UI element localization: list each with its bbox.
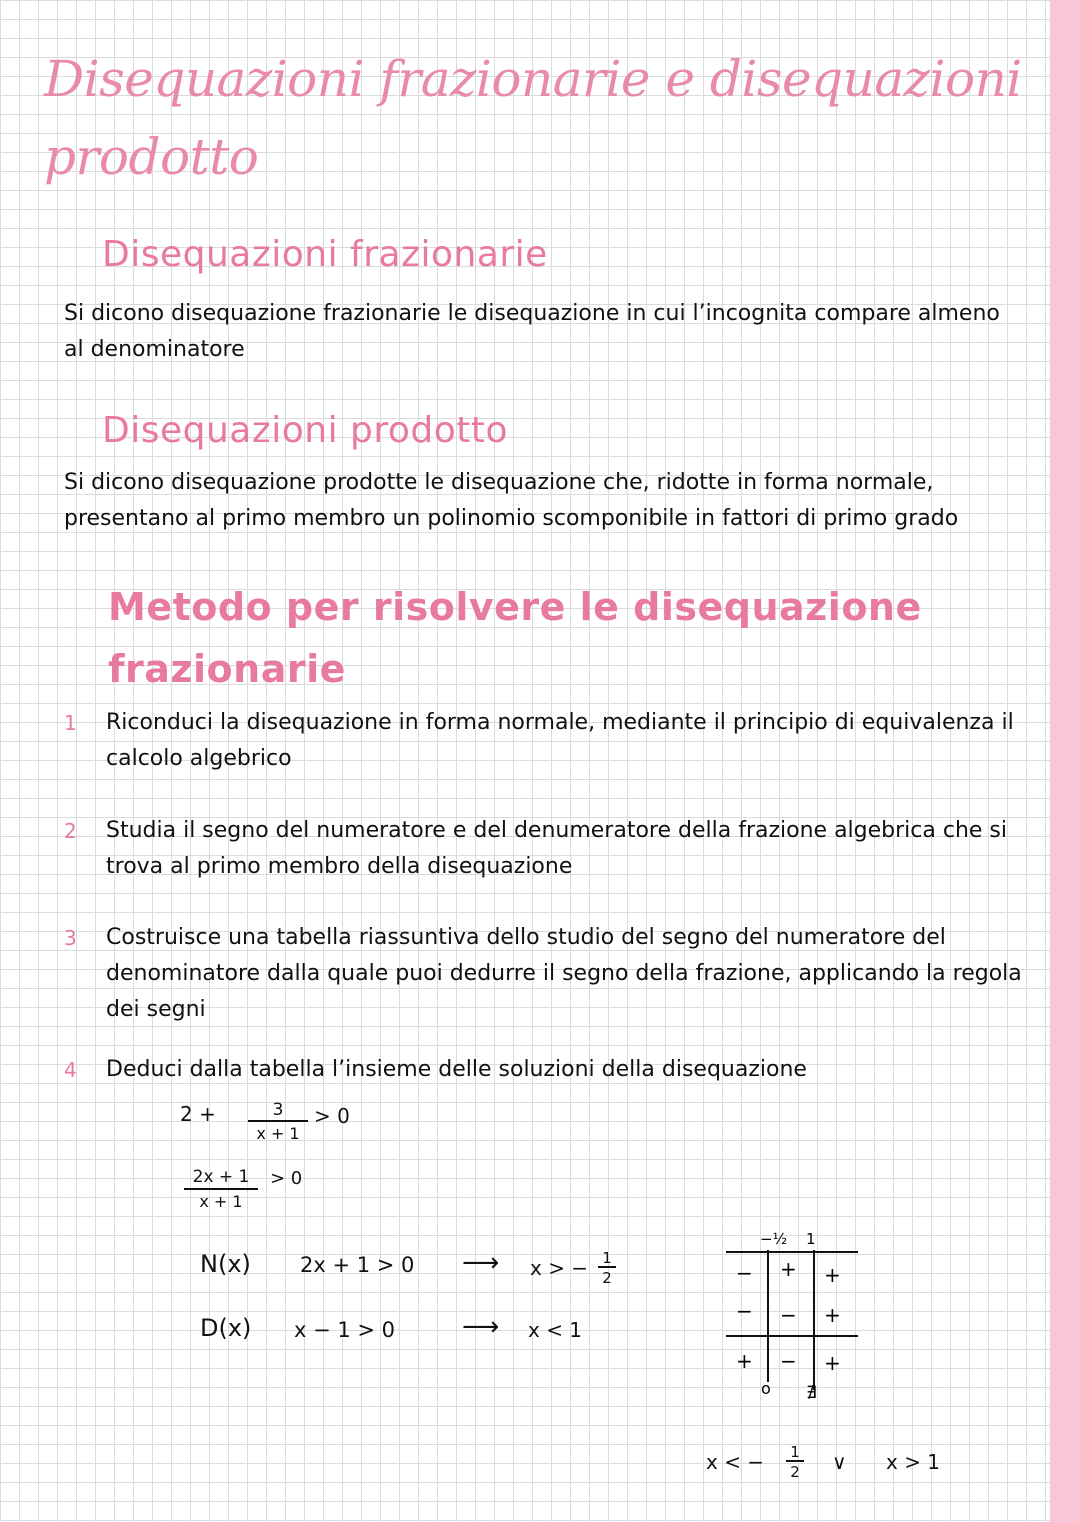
- half-denominator: 2: [602, 1269, 612, 1287]
- margin-stripe: [1050, 0, 1080, 1522]
- sign-d-2: −: [780, 1303, 797, 1327]
- solution-half-numerator: 1: [786, 1444, 804, 1462]
- eq1-numerator: 3: [248, 1100, 308, 1122]
- eq2-numerator: 2x + 1: [184, 1166, 258, 1190]
- numerator-result: x > −: [530, 1256, 589, 1280]
- step-number: 1: [64, 711, 77, 735]
- undefined-marker: ∄: [806, 1383, 817, 1402]
- step-text: Costruisce una tabella riassuntiva dello studio del segno del numeratore del denominatore dalla quale puoi dedurre il segno della frazione, applicando la regola dei segni: [106, 925, 1022, 1022]
- step-2: [64, 813, 1024, 885]
- step-number: 2: [64, 819, 77, 843]
- eq2-denominator: x + 1: [199, 1192, 243, 1211]
- sign-n-1: −: [736, 1261, 753, 1285]
- solution-or: ∨: [832, 1450, 847, 1474]
- sign-table-point-1: −½: [760, 1230, 788, 1248]
- step-text: Studia il segno del numeratore e del denumeratore della frazione algebrica che si trova al primo membro della disequazione: [106, 818, 1008, 879]
- eq2-relation: > 0: [270, 1168, 303, 1189]
- solution-right: x > 1: [886, 1450, 941, 1474]
- solution-half-denominator: 2: [790, 1463, 800, 1481]
- half-numerator: 1: [598, 1250, 616, 1268]
- step-1: [64, 705, 1024, 777]
- paragraph-prodotto: Si dicono disequazione prodotte le disequazione che, ridotte in forma normale, presentano al primo membro un polinomio scomponibile in fattori di primo grado: [64, 470, 959, 531]
- sign-f-3: +: [824, 1351, 841, 1375]
- step-text: Deduci dalla tabella l’insieme delle soluzioni della disequazione: [106, 1057, 807, 1082]
- page-title: Disequazioni frazionarie e disequazioni prodotto: [44, 50, 1022, 186]
- sign-f-2: −: [780, 1349, 797, 1373]
- eq1-denominator: x + 1: [256, 1124, 300, 1143]
- numerator-label: N(x): [200, 1250, 251, 1278]
- arrow-icon: ⟶: [462, 1312, 500, 1342]
- sign-n-2: +: [780, 1257, 797, 1281]
- denominator-result: x < 1: [528, 1318, 583, 1342]
- sign-n-3: +: [824, 1263, 841, 1287]
- denominator-inequality: x − 1 > 0: [294, 1318, 396, 1342]
- denominator-label: D(x): [200, 1314, 252, 1342]
- step-4: [64, 1052, 1024, 1088]
- sign-f-1: +: [736, 1349, 753, 1373]
- heading-prodotto: Disequazioni prodotto: [102, 410, 509, 451]
- sign-d-3: +: [824, 1303, 841, 1327]
- heading-metodo: Metodo per risolvere le disequazione frazionarie: [108, 585, 922, 691]
- step-number: 4: [64, 1058, 77, 1082]
- step-text: Riconduci la disequazione in forma normale, mediante il principio di equivalenza il calcolo algebrico: [106, 710, 1014, 771]
- step-number: 3: [64, 926, 77, 950]
- sign-d-1: −: [736, 1299, 753, 1323]
- numerator-inequality: 2x + 1 > 0: [300, 1253, 415, 1277]
- heading-frazionarie: Disequazioni frazionarie: [102, 234, 548, 275]
- step-3: [64, 920, 1024, 1028]
- paragraph-frazionarie: Si dicono disequazione frazionarie le disequazione in cui l’incognita compare almeno al denominatore: [64, 301, 1000, 362]
- arrow-icon: ⟶: [462, 1248, 500, 1278]
- sign-table-point-2: 1: [806, 1230, 816, 1248]
- solution-left: x < −: [706, 1450, 765, 1474]
- eq1-relation: > 0: [314, 1104, 350, 1128]
- eq1-lhs: 2 +: [180, 1102, 216, 1126]
- sign-table: [720, 1222, 870, 1402]
- zero-marker: o: [761, 1379, 771, 1398]
